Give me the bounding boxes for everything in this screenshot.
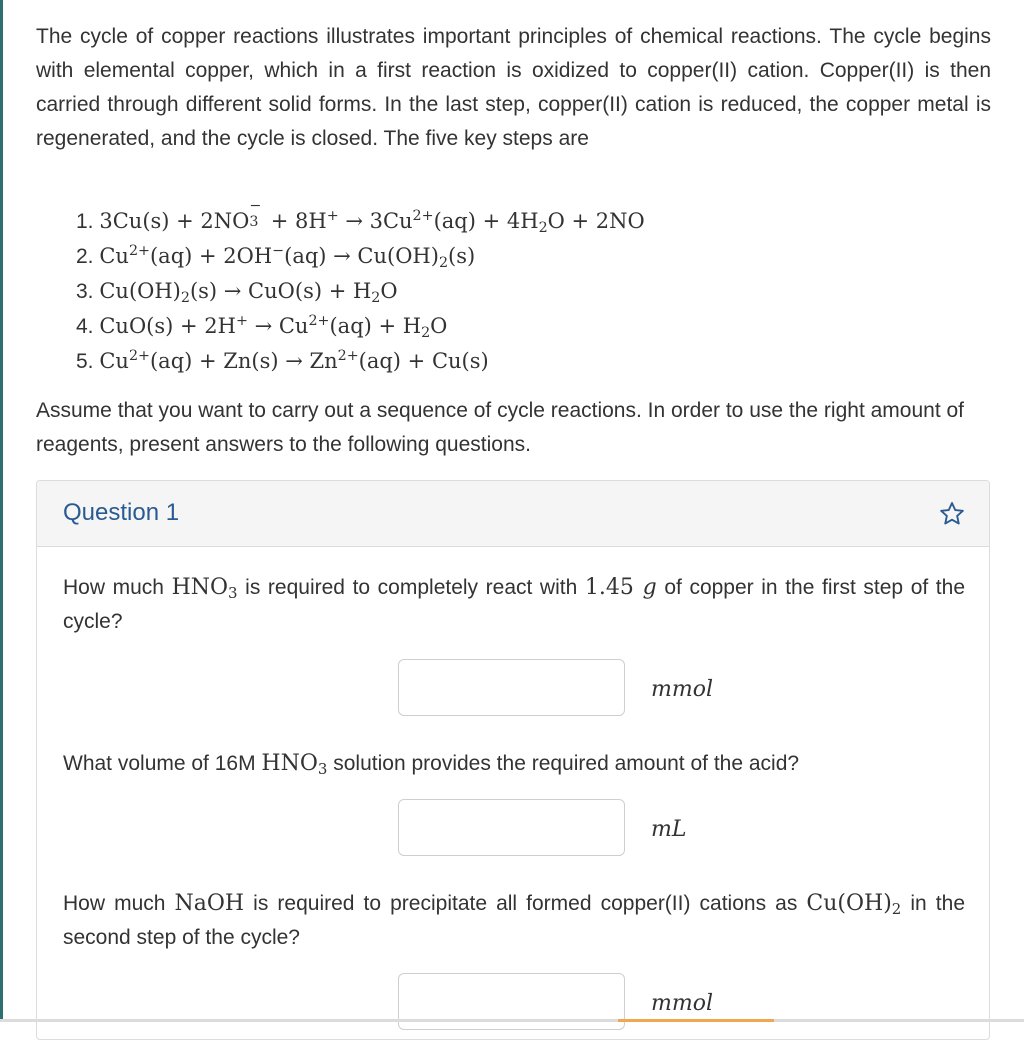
reaction-equation: $CuO(s) + 2H^+ \to Cu^{2+}(aq) + H_2O$ bbox=[99, 313, 448, 342]
left-border-rule bbox=[0, 0, 3, 1022]
question-part-2-text: What volume of 16M $HNO_3$ solution provides the required amount of the acid? bbox=[63, 751, 800, 779]
intro-paragraph: The cycle of copper reactions illustrates important principles of chemical reactions. The cycle begins with elemental copper, which in a first reaction is oxidized to copper(II) cation. Copper(II) is then carried through different solid forms. In the last step, copper(II) cation is reduced, the copper metal is regenerated, and the cycle is closed. The five key steps are bbox=[36, 25, 991, 150]
reaction-number: 2. bbox=[76, 245, 94, 268]
reaction-equation: $Cu^{2+}(aq) + 2OH^-(aq) \to Cu(OH)_2(s)$ bbox=[99, 243, 476, 272]
question-part-3-text: How much NaOH is required to precipitate all formed copper(II) cations as $Cu(OH)_2$ in the second step of the cycle? bbox=[63, 891, 965, 949]
unit-label-1: mmol bbox=[651, 677, 714, 702]
question-header bbox=[37, 481, 989, 547]
reaction-item bbox=[76, 344, 645, 379]
question-panel bbox=[36, 480, 990, 1040]
reaction-item bbox=[76, 274, 645, 309]
reaction-list bbox=[76, 198, 645, 379]
assume-paragraph: Assume that you want to carry out a sequence of cycle reactions. In order to use the right amount of reagents, present answers to the following questions. bbox=[36, 399, 964, 456]
star-outline-icon[interactable] bbox=[938, 500, 966, 528]
question-part-1-text: How much $HNO_3$ is required to completely react with 1.45 g of copper in the first step of the cycle? bbox=[63, 575, 966, 633]
unit-label-3: mmol bbox=[651, 991, 714, 1016]
reaction-number: 3. bbox=[76, 280, 94, 303]
answer-input-2[interactable] bbox=[398, 799, 625, 856]
reaction-equation: $Cu^{2+}(aq) + Zn(s) \to Zn^{2+}(aq) + Cu(s)$ bbox=[99, 348, 489, 373]
answer-input-1[interactable] bbox=[398, 659, 625, 716]
reaction-number: 1. bbox=[76, 210, 94, 233]
reaction-item bbox=[76, 309, 645, 344]
reaction-equation: 3Cu(s) + 2NO − 3 + $8H^+ \to 3Cu^{2+}(aq) + 4H_2O + 2NO$ bbox=[99, 198, 645, 237]
unit-label-2: mL bbox=[651, 817, 687, 842]
reaction-equation: $Cu(OH)_2(s) \to CuO(s) + H_2O$ bbox=[99, 279, 398, 307]
reaction-item bbox=[76, 198, 645, 239]
question-title: Question 1 bbox=[63, 499, 180, 526]
reaction-number: 4. bbox=[76, 315, 94, 338]
reaction-item bbox=[76, 239, 645, 274]
reaction-number: 5. bbox=[76, 350, 94, 373]
